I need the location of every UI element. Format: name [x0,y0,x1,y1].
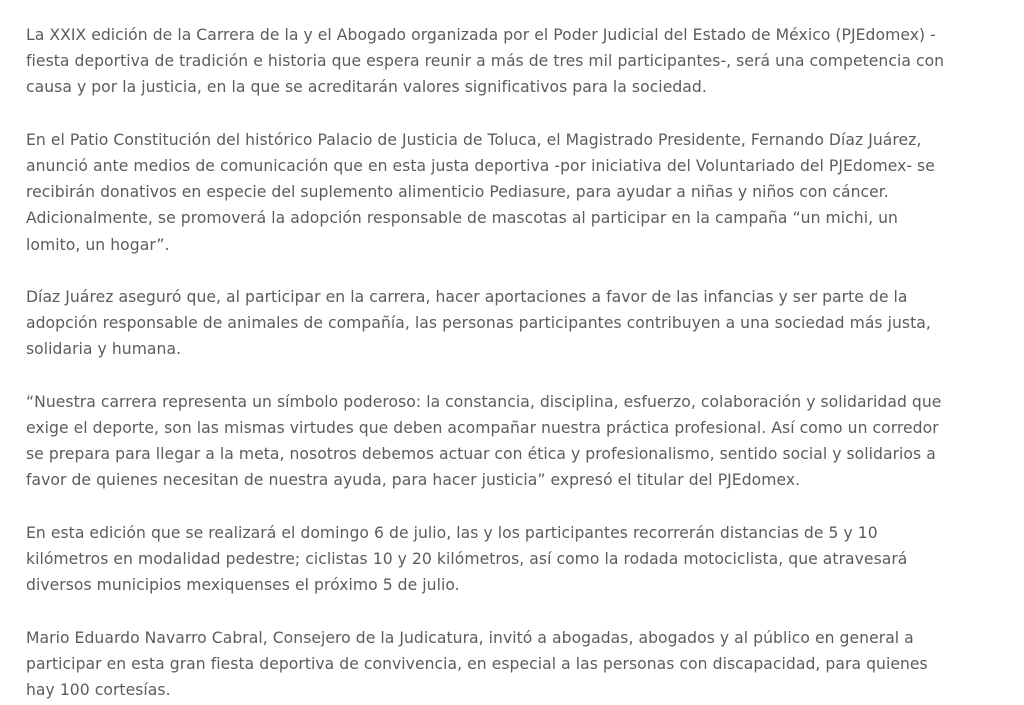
paragraph-event-details: En esta edición que se realizará el domingo 6 de julio, las y los participantes recorrerán distancias de 5 y 10 kilómetros en modalidad pedestre; ciclistas 10 y 20 kilómetros, así como la rodada motociclista, que atravesará diversos municipios mexiquenses el próximo 5 de julio. [26,523,908,595]
paragraph-quote: “Nuestra carrera representa un símbolo poderoso: la constancia, disciplina, esfuerzo, colaboración y solidaridad que exige el deporte, son las mismas virtudes que deben acompañar nuestra práctica profesional. Así como un corredor se prepara para llegar a la meta, nosotros debemos actuar con ética y profesionalismo, sentido social y solidarios a favor de quienes necesitan de nuestra ayuda, para hacer justicia” expresó el titular del PJEdomex. [26,392,942,490]
article-body [26,22,956,703]
paragraph-intro: La XXIX edición de la Carrera de la y el Abogado organizada por el Poder Judicial del Estado de México (PJEdomex) -fiesta deportiva de tradición e historia que espera reunir a más de tres mil participantes-, será una competencia con causa y por la justicia, en la que se acreditarán valores significativos para la sociedad. [26,26,945,97]
paragraph-invitation: Mario Eduardo Navarro Cabral, Consejero de la Judicatura, invitó a abogadas, abogados y al público en general a participar en esta gran fiesta deportiva de convivencia, en especial a las personas con discapacidad, para quienes hay 100 cortesías. [26,628,928,699]
paragraph-participation: Díaz Juárez aseguró que, al participar en la carrera, hacer aportaciones a favor de las infancias y ser parte de la adopción responsable de animales de compañía, las personas participantes contribuyen a una sociedad más justa, solidaria y humana. [26,288,931,359]
paragraph-announcement: En el Patio Constitución del histórico Palacio de Justicia de Toluca, el Magistrado Presidente, Fernando Díaz Juárez, anunció ante medios de comunicación que en esta justa deportiva -por iniciativa del Voluntariado del PJEdomex- se recibirán donativos en especie del suplemento alimenticio Pediasure, para ayudar a niñas y niños con cáncer. Adicionalmente, se promoverá la adopción responsable de mascotas al participar en la campaña “un michi, un lomito, un hogar”. [26,130,935,254]
